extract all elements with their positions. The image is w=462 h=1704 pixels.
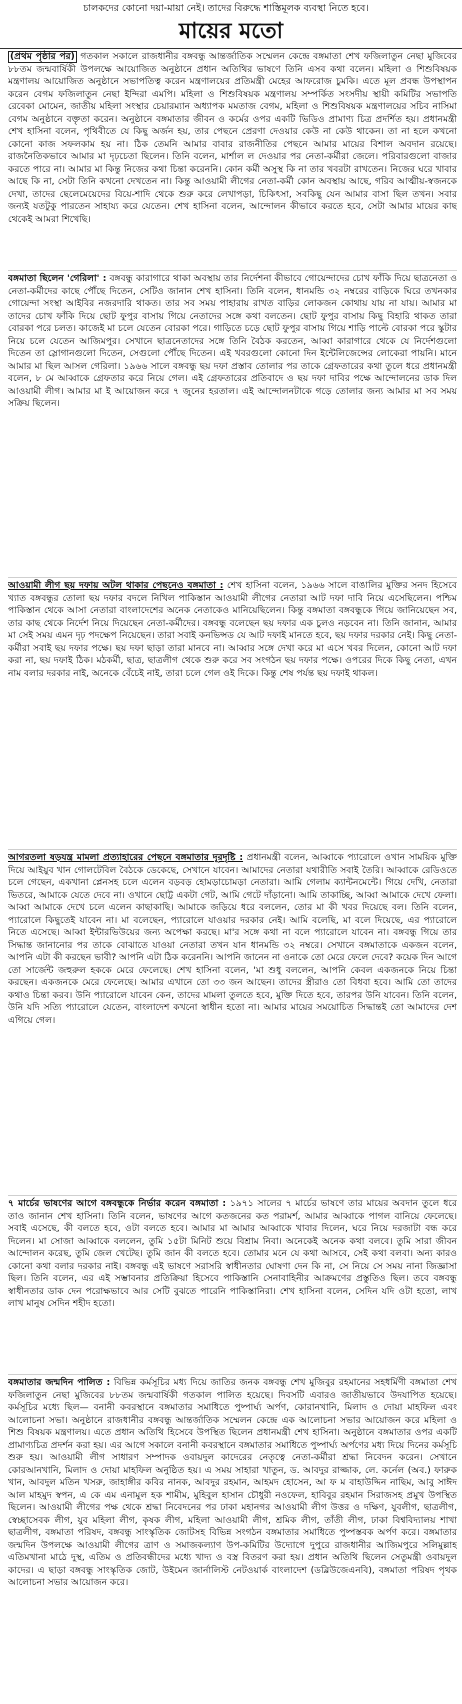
paragraph-birthday [8, 1375, 457, 1680]
paragraph-guerrilla [8, 271, 457, 578]
paragraph-agartala-case [8, 850, 457, 1196]
subheading: আওয়ামী লীগ ছয় দফায় অটল থাকার পেছনেও বঙ্গমাতা : [8, 581, 224, 591]
continuation-line: চালকদের কোনো দয়া-মায়া নেই। তাদের বিরুদ্ধে শাস্তিমূলক ব্যবস্থা নিতে হবে। [83, 3, 369, 14]
paragraph-text: ১৯৭১ সালের ৭ মার্চের ভাষণে তার মায়ের অবদান তুলে ধরে তাও জানান শেখ হাসিনা। তিনি বলেন, ভাষণের আগে কতজনের কত পরামর্শ, আমার আব্বাকে পাগল বানিয়ে ফেলেছে। সবাই এসেছে, কী বলতে হবে, ওটা বলতে হবে। আমার মা আমার আব্বাকে খাবার দিলেন, ঘরে নিয়ে দরজাটা বন্ধ করে দিলেন। মা সোজা আব্বাকে বললেন, তুমি ১৫টা মিনিট শুয়ে বিশ্রাম নিবা। অনেকেই অনেক কথা বলবে। তুমি সারা জীবন আন্দোলন করেছ, তুমি জেল খেটেছ। তুমি জান কী বলতে হবে। তোমার মনে যে কথা আসবে, সেই কথা বলবা। অন্য কারও কোনো কথা বলার দরকার নাই। বঙ্গবন্ধু এই ভাষণে সরাসরি স্বাধীনতার ঘোষণা দেন কি না, সে নিয়ে সে সময় নানা জিজ্ঞাসা ছিল। তিনি বলেন, এর এই সম্ভাবনার প্রতিক্রিয়া হিসেবে পাকিস্তানি সেনাবাহিনীর আক্রমণের প্রস্তুতিও ছিল। তবে বঙ্গবন্ধু স্বাধীনতার ডাক দেন পরোক্ষভাবে আর সেটি বুঝতে পারেনি পাকিস্তানিরা। শেখ হাসিনা বলেন, সেদিন যদি ওটা হতো, লাখ লাখ মানুষ সেদিন শহীদ হতো। [8, 1199, 457, 1309]
subheading: বঙ্গমাতা ছিলেন 'গেরিলা' : [8, 274, 107, 284]
paragraph-intro [8, 49, 457, 271]
paragraph-7-march [8, 1196, 457, 1375]
subheading: ৭ মার্চের ভাষণের আগে বঙ্গবন্ধুকে নির্ভার করেন বঙ্গমাতা : [8, 1199, 227, 1209]
subheading: আগরতলা ষড়যন্ত্র মামলা প্রত্যাহারের পেছনে বঙ্গমাতার দূরদৃষ্টি : [8, 853, 244, 863]
headline: মায়ের মতো [178, 18, 284, 44]
paragraph-text: গতকাল সকালে রাজধানীর বঙ্গবন্ধু আন্তর্জাতিক সম্মেলন কেন্দ্রে বঙ্গমাতা শেখ ফজিলাতুন নেছা মুজিবের ৮৮তম জন্মবার্ষিকী উপলক্ষে আয়োজিত অনুষ্ঠানে প্রধান অতিথির ভাষণে তিনি এসব কথা বলেন। মহিলা ও শিশুবিষয়ক মন্ত্রণালয় আয়োজিত অনুষ্ঠানে সভাপতিত্ব করেন মন্ত্রণালয়ের প্রতিমন্ত্রী মেহের আফরোজ চুমকি। এতে মূল প্রবন্ধ উপস্থাপন করেন বেগম ফজিলাতুন নেছা ইন্দিরা এমপি। মহিলা ও শিশুবিষয়ক মন্ত্রণালয় সম্পর্কিত সংসদীয় স্থায়ী কমিটির সভাপতি রেবেকা মোমেন, জাতীয় মহিলা সংস্থার চেয়ারম্যান অধ্যাপক মমতাজ বেগম, মহিলা ও শিশুবিষয়ক মন্ত্রণালয়ের সচিব নাসিমা বেগম অনুষ্ঠানে বক্তৃতা করেন। অনুষ্ঠানে বঙ্গমাতার জীবন ও কর্মের ওপর একটি ভিডিও প্রামাণ্য চিত্র প্রদর্শিত হয়। প্রধানমন্ত্রী শেখ হাসিনা বলেন, পৃথিবীতে যে কিছু অর্জন হয়, তার পেছনে প্রেরণা দেওয়ার কেউ না কেউ থাকেন। তা না হলে কখনো কোনো কাজ সফলকাম হয় না। ঠিক তেমনি আমার বাবার রাজনীতির পেছনে আমার মায়ের বিশাল অবদান রয়েছে। রাজনৈতিকভাবে আমার মা দৃঢ়চেতা ছিলেন। তিনি বলেন, মার্শাল ল দেওয়ার পর নেতা-কর্মীরা জেলে। পরিবারগুলো বাজার করতে পারে না। আমার মা কিন্তু নিজের কথা চিন্তা করেননি। কোন কর্মী অসুস্থ কি না তার খবরটা রাখতেন। নিজের ঘরে খাবার আছে কি না, সেটা তিনি কখনো দেখতেন না। কিন্তু আওয়ামী লীগের নেতা-কর্মী কোন অবস্থায় আছে, গরিব আত্মীয়-স্বজনকে দেখা, তাদের ছেলেমেয়েদের বিয়ে-শাদি থেকে শুরু করে লেখাপড়া, চিকিৎসা, সবকিছু যেন আমার বাসা ছিল তখন। সবার জন্যই যতটুকু পারতেন সাহায্য করে যেতেন। শেখ হাসিনা বলেন, আন্দোলন কীভাবে করতে হবে, সেটা আমার মায়ের কাছ থেকেই আমরা শিখেছি। [8, 52, 457, 225]
article-body [0, 48, 462, 1680]
paragraph-text: বিভিন্ন কর্মসূচির মধ্য দিয়ে জাতির জনক বঙ্গবন্ধু শেখ মুজিবুর রহমানের সহধর্মিণী বঙ্গমাতা শেখ ফজিলাতুন নেছা মুজিবের ৮৮তম জন্মবার্ষিকী গতকাল পালিত হয়েছে। দিবসটি এবারও জাতীয়ভাবে উদযাপিত হয়েছে। কর্মসূচির মধ্যে ছিল— বনানী কবরস্থানে বঙ্গমাতার সমাধিতে পুষ্পার্ঘ্য অর্পণ, কোরানখানি, মিলাদ ও দোয়া মাহফিল এবং আলোচনা সভা। অনুষ্ঠানে রাজধানীর বঙ্গবন্ধু আন্তর্জাতিক সম্মেলন কেন্দ্রে এক আলোচনা সভার আয়োজন করে মহিলা ও শিশু বিষয়ক মন্ত্রণালয়। এতে প্রধান অতিথি হিসেবে উপস্থিত ছিলেন প্রধানমন্ত্রী শেখ হাসিনা। অনুষ্ঠানে বঙ্গমাতার ওপর একটি প্রামাণ্যচিত্র প্রদর্শন করা হয়। এর আগে সকালে বনানী কবরস্থানে বঙ্গমাতার সমাধিতে পুষ্পার্ঘ্য অর্পণের মধ্য দিয়ে দিনের কর্মসূচি শুরু হয়। আওয়ামী লীগ সাধারণ সম্পাদক ওবায়দুল কাদেরের নেতৃত্বে নেতা-কর্মীরা শ্রদ্ধা নিবেদন করেন। সেখানে কোরআনখানি, মিলাদ ও দোয়া মাহফিল অনুষ্ঠিত হয়। এ সময় সাহারা খাতুন, ড. আবদুর রাজ্জাক, লে. কর্নেল (অব.) ফারুক খান, আবদুল মতিন খসরু, জাহাঙ্গীর কবির নানক, আবদুর রহমান, আহমদ হোসেন, আ ফ ম বাহাউদ্দিন নাছিম, আবু সাঈদ আল মাহমুদ স্বপন, এ কে এম এনামুল হক শামীম, মুহিবুল হাসান চৌধুরী নওফেল, হাবিবুর রহমান সিরাজসহ প্রমুখ উপস্থিত ছিলেন। আওয়ামী লীগের পক্ষ থেকে শ্রদ্ধা নিবেদনের পর ঢাকা মহানগর আওয়ামী লীগ উত্তর ও দক্ষিণ, যুবলীগ, ছাত্রলীগ, স্বেচ্ছাসেবক লীগ, যুব মহিলা লীগ, কৃষক লীগ, মহিলা আওয়ামী লীগ, শ্রমিক লীগ, তাঁতী লীগ, ঢাকা বিশ্ববিদ্যালয় শাখা ছাত্রলীগ, বঙ্গমাতা পরিষদ, বঙ্গবন্ধু সাংস্কৃতিক জোটসহ বিভিন্ন সংগঠন বঙ্গমাতার সমাধিতে পুষ্পস্তবক অর্পণ করে। বঙ্গমাতার জন্মদিন উপলক্ষে আওয়ামী লীগের ত্রাণ ও সমাজকল্যাণ উপ-কমিটির উদ্যোগে দুপুরে রাজধানীর আজিমপুরে সলিমুল্লাহ এতিমখানা মাঠে দুস্থ, এতিম ও প্রতিবন্ধীদের মধ্যে খাদ্য ও বস্ত্র বিতরণ করা হয়। প্রধান অতিথি ছিলেন সেতুমন্ত্রী ওবায়দুল কাদের। এ ছাড়া বঙ্গবন্ধু সাংস্কৃতিক জোট, উইমেন জার্নালিস্ট নেটওয়ার্ক বাংলাদেশ (ডব্লিউজেএনবি), বঙ্গমাতা পরিষদ পৃথক আলোচনা সভার আয়োজন করে। [8, 1378, 457, 1588]
subheading: বঙ্গমাতার জন্মদিন পালিত : [8, 1378, 111, 1388]
paragraph-text: শেখ হাসিনা বলেন, ১৯৬৬ সালে বাঙালির মুক্তির সনদ হিসেবে খ্যাত বঙ্গবন্ধুর তোলা ছয় দফার বদলে নিখিল পাকিস্তান আওয়ামী লীগের নেতারা আট দফা দাবি নিয়ে এসেছিলেন। পশ্চিম পাকিস্তান থেকে আসা নেতারা বাংলাদেশের অনেক নেতাকেও মানিয়েছিলেন। কিন্তু বঙ্গমাতা বঙ্গবন্ধুকে গিয়ে জানিয়েছেন সব, তার কাছ থেকে নির্দেশ নিয়ে দিয়েছেন নেতা-কর্মীদের। বঙ্গবন্ধু বলেছেন ছয় দফার এক চুলও নড়বেন না। তিনি জানান, আমার মা সেই সময় এমন দৃঢ় পদক্ষেপ নিয়েছেন। তারা সবাই কনভিন্সড যে আট দফাই মানতে হবে, ছয় দফার দরকার নেই। কিছু নেতা-কর্মীরা সবাই ছয় দফার পক্ষে। ছয় দফা ছাড়া তারা মানবে না। আব্বার সঙ্গে দেখা করে মা এসে খবর দিলেন, কোনো আট দফা করা না, ছয় দফাই ঠিক। মঠকর্মী, ছাত্র, ছাত্রলীগ থেকে শুরু করে সব সংগঠন ছয় দফার পক্ষে। ওপরের দিকে কিছু নেতা, এখন নাম বলার দরকার নাই, অনেকে বেঁচেই নাই, তারা চলে গেল ওই দিকে। কিন্তু শেষ পর্যন্ত ছয় দফাই থাকল। [8, 581, 457, 679]
paragraph-six-points [8, 578, 457, 850]
paragraph-text: বঙ্গবন্ধু কারাগারে থাকা অবস্থায় তার নির্দেশনা কীভাবে গোয়েন্দাদের চোখ ফাঁকি দিয়ে ছাত্রনেতা ও নেতা-কর্মীদের কাছে পৌঁছে দিতেন, সেটিও জানান শেখ হাসিনা। তিনি বলেন, ধানমন্ডি ৩২ নম্বরের বাড়িকে ঘিরে তখনকার গোয়েন্দা সংস্থা আইবির নজরদারি থাকত। তার সব সময় পাহারায় রাখত বাড়ির লোকজন কোথায় যায় না যায়। আমার মা তাদের চোখ ফাঁকি দিয়ে ছোট ফুপুর বাসায় গিয়ে নেতাদের সঙ্গে কথা বলতেন। ছোট ফুপুর বাসায় কিছু বিহারি থাকত তারা বোরকা পরে চলত। কাজেই মা চলে যেতেন বোরকা পরে। গাড়িতে চড়ে ছোট ফুপুর বাসায় গিয়ে শাড়ি পাল্টে বোরকা পরে স্কুটার নিয়ে চলে যেতেন আজিমপুর। সেখানে ছাত্রনেতাদের সঙ্গে তিনি বৈঠক করতেন, আব্বা কারাগারে থেকে যে নির্দেশগুলো দিতেন তা স্লোগানগুলো দিতেন, সেগুলো পৌঁছে দিতেন। এই খবরগুলো কোনো দিন ইন্টেলিজেন্সের লোকেরা পায়নি। মানে আমার মা ছিল আসল গেরিলা। ১৯৬৬ সালে বঙ্গবন্ধু ছয় দফা প্রস্তাব তোলার পর তাকে গ্রেফতারের কথা তুলে ধরে প্রধানমন্ত্রী বলেন, ৮ মে আব্বাকে গ্রেফতার করে নিয়ে গেল। এই গ্রেফতারের প্রতিবাদে ও ছয় দফা দাবির পক্ষে আন্দোলনের ডাক দিল আওয়ামী লীগ। আমার মা ই আয়োজন করে ৭ জুনের হরতাল। এই আন্দোলনটাকে গড়ে তোলার জন্য আমার মা সব সময় সক্রিয় ছিলেন। [8, 274, 457, 409]
continuation-marker: (প্রথম পৃষ্ঠার পর) [10, 52, 75, 62]
paragraph-text: প্রধানমন্ত্রী বলেন, আব্বাকে প্যারোলে ওখান সাময়িক মুক্তি দিয়ে আইয়ুব খান গোলটেবিল বৈঠকে ডেকেছে, সেখানে যাবেন। আমাদের নেতারা যথারীতি সবাই তৈরি। আব্বাকে রেডিওতে চলে গেছেন, একখানা প্লেনসহ চলে এলেন বড়বড় হোমড়াচোমড়া নেতারা। আমি গেলাম ক্যান্টনমেন্টে। গিয়ে দেখি, নেতারা ভিতরে, আমাকে যেতে দেবে না। ওখানে ছোট্ট একটা গেট, আমি গেটে দাঁড়ানো। আমি তাকাচ্ছি, আব্বা আমাকে দেখে ফেলা। আব্বা আমাকে দেখে চলে এলেন কাছাকাছি। আমাকে জড়িয়ে ধরে বললেন, তোর মা কী খবর দিয়েছে বল। তিনি বলেন, প্যারোলে কিছুতেই যাবেন না। মা বলেছেন, প্যারোলে যাওয়ার দরকার নেই। আমি বলেছি, মা বলে দিয়েছে, এর প্যারোলে নিতে এসেছে। আব্বা ইন্টারভিউয়ের জন্য অপেক্ষা করছে। মা'র সঙ্গে কথা না বলে প্যারোলে যাবেন না। বঙ্গবন্ধু গিয়ে তার সিদ্ধান্ত জানানোর পর তাকে বোঝাতে যাওয়া নেতারা তখন যান ধানমন্ডি ৩২ নম্বরে। সেখানে বঙ্গমাতাকে একজন বলেন, আপনি এটা কী করছেন ভাবী? আপনি এটা ঠিক করেননি। আপনি জানেন না ওনাকে তো মেরে ফেলে দেবে? কয়েক দিন আগে তো সার্জেন্ট জহুরুল হককে মেরে ফেলেছে। শেখ হাসিনা বলেন, 'মা শুধু বললেন, আপনি কেবল একজনকে নিয়ে চিন্তা করছেন। একজনকে মেরে ফেলেছে। আমার এখানে তো ৩৩ জন আছেন। তাদের স্ত্রীরাও তো বিধবা হবে। আমি তো তাদের কথাও চিন্তা করব। উনি প্যারোলে যাবেন কেন, তাদের মামলা তুলতে হবে, মুক্তি দিতে হবে, তারপর উনি যাবেন। তিনি বলেন, উনি যদি সত্যি প্যারোলে যেতেন, বাংলাদেশ কখনো স্বাধীন হতো না। আমার মায়ের সময়োচিত সিদ্ধান্তই তো আমাদের দেশ এগিয়ে গেল। [8, 853, 457, 1026]
